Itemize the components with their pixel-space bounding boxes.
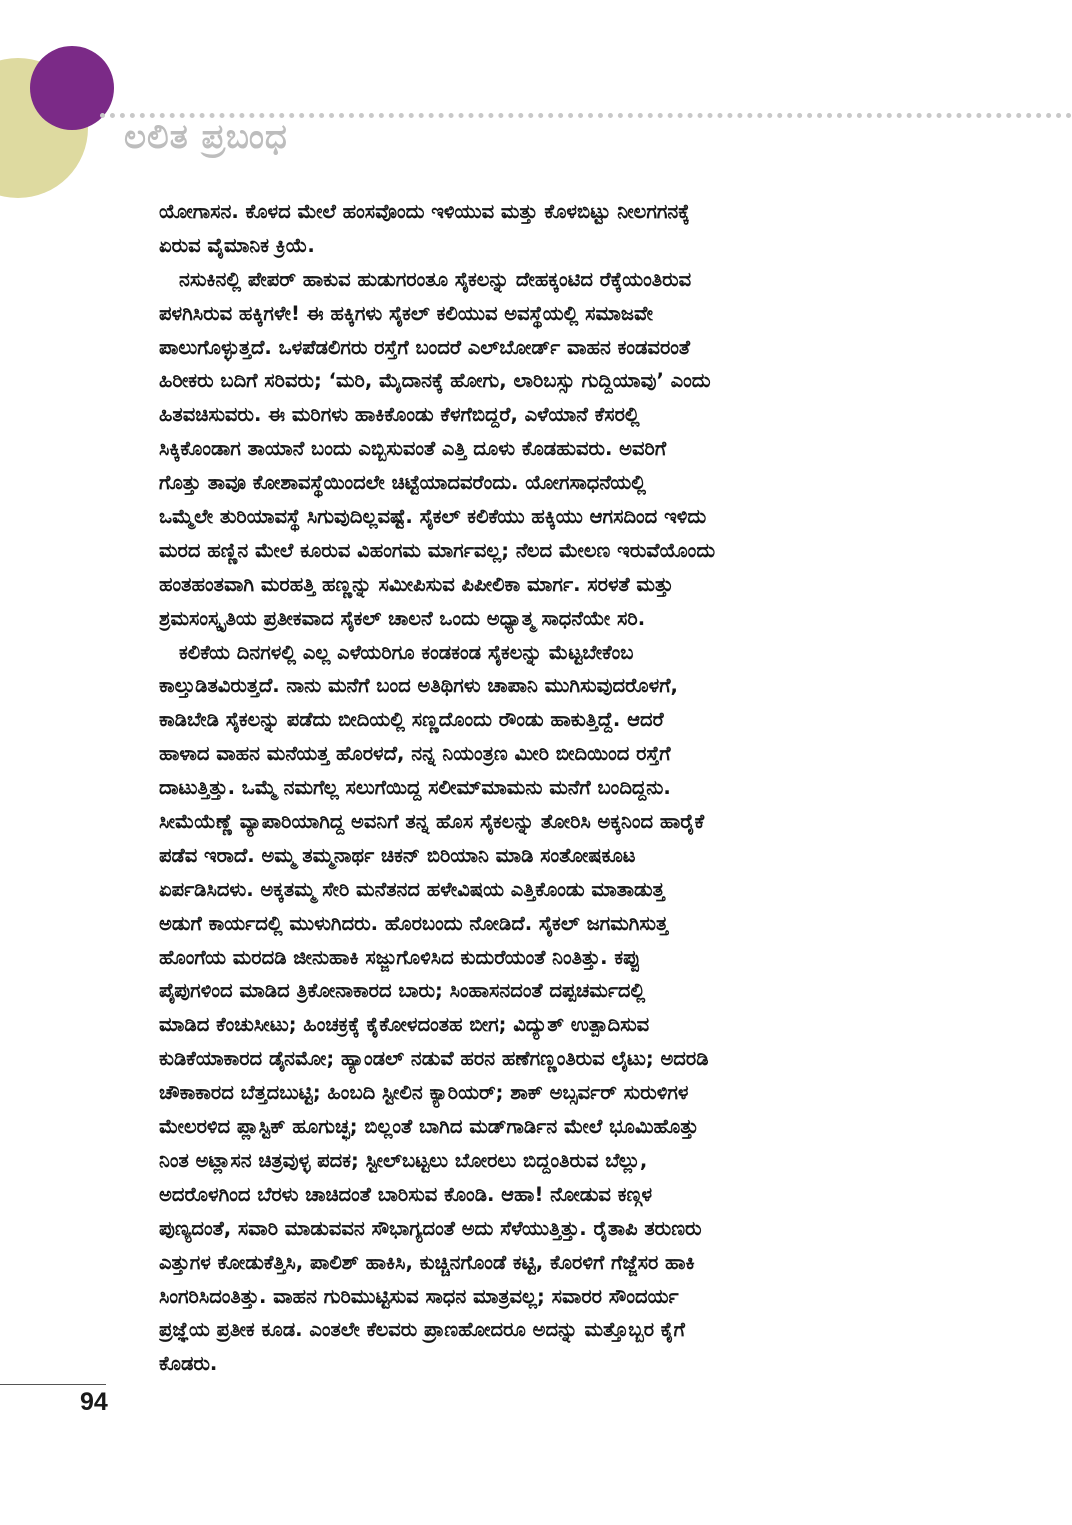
text-line: ಹಿರೀಕರು ಬದಿಗೆ ಸರಿವರು; ‘ಮರಿ, ಮೈದಾನಕ್ಕೆ ಹೋಗು, ಲಾರಿಬಸ್ಸು ಗುದ್ದಿಯಾವು’ ಎಂದು: [159, 369, 711, 393]
text-line: ನಿಂತ ಅಟ್ಲಾಸನ ಚಿತ್ರವುಳ್ಳ ಪದಕ; ಸ್ಟೀಲ್‌ಬಟ್ಟಲು ಬೋರಲು ಬಿದ್ದಂತಿರುವ ಬೆಲ್ಲು,: [159, 1148, 648, 1172]
text-line: ಕುಡಿಕೆಯಾಕಾರದ ಡೈನಮೋ; ಹ್ಯಾಂಡಲ್ ನಡುವೆ ಹರನ ಹಣೆಗಣ್ಣಂತಿರುವ ಲೈಟು; ಅದರಡಿ: [159, 1047, 709, 1071]
text-line: ನಸುಕಿನಲ್ಲಿ ಪೇಪರ್ ಹಾಕುವ ಹುಡುಗರಂತೂ ಸೈಕಲನ್ನು ದೇಹಕ್ಕಂಟಿದ ರೆಕ್ಕೆಯಂತಿರುವ: [179, 267, 692, 291]
text-line: ಪಡೆವ ಇರಾದೆ. ಅಮ್ಮ ತಮ್ಮನಾರ್ಥ ಚಿಕನ್ ಬಿರಿಯಾನಿ ಮಾಡಿ ಸಂತೋಷಕೂಟ: [159, 843, 636, 867]
text-line: ಮಾಡಿದ ಕೆಂಚುಸೀಟು; ಹಿಂಚಕ್ರಕ್ಕೆ ಕೈಕೋಳದಂತಹ ಬೀಗ; ವಿದ್ಯುತ್ ಉತ್ಪಾದಿಸುವ: [159, 1013, 650, 1037]
text-line: ಮರದ ಹಣ್ಣಿನ ಮೇಲೆ ಕೂರುವ ವಿಹಂಗಮ ಮಾರ್ಗವಲ್ಲ; ನೆಲದ ಮೇಲಣ ಇರುವೆಯೊಂದು: [159, 538, 716, 562]
text-line: ಅಡುಗೆ ಕಾರ್ಯದಲ್ಲಿ ಮುಳುಗಿದರು. ಹೊರಬಂದು ನೋಡಿದೆ. ಸೈಕಲ್ ಜಗಮಗಿಸುತ್ತ: [159, 911, 668, 935]
text-line: ಪುಣ್ಯದಂತೆ, ಸವಾರಿ ಮಾಡುವವನ ಸೌಭಾಗ್ಯದಂತೆ ಅದು ಸೆಳೆಯುತ್ತಿತ್ತು. ರೈತಾಪಿ ತರುಣರು: [159, 1216, 702, 1240]
chapter-title: ಲಲಿತ ಪ್ರಬಂಧ: [124, 117, 288, 157]
text-line: ಸೀಮೆಯೆಣ್ಣೆ ವ್ಯಾಪಾರಿಯಾಗಿದ್ದ ಅವನಿಗೆ ತನ್ನ ಹೊಸ ಸೈಕಲನ್ನು ತೋರಿಸಿ ಅಕ್ಕನಿಂದ ಹಾರೈಕೆ: [159, 810, 705, 834]
text-line: ಯೋಗಾಸನ. ಕೊಳದ ಮೇಲೆ ಹಂಸವೊಂದು ಇಳಿಯುವ ಮತ್ತು ಕೊಳಬಿಟ್ಟು ನೀಲಗಗನಕ್ಕೆ: [159, 200, 690, 223]
text-line: ಸಿಂಗರಿಸಿದಂತಿತ್ತು. ವಾಹನ ಗುರಿಮುಟ್ಟಿಸುವ ಸಾಧನ ಮಾತ್ರವಲ್ಲ; ಸವಾರರ ಸೌಂದರ್ಯ: [159, 1284, 679, 1308]
text-line: ಕಾಡಿಬೇಡಿ ಸೈಕಲನ್ನು ಪಡೆದು ಬೀದಿಯಲ್ಲಿ ಸಣ್ಣದೊಂದು ರೌಂಡು ಹಾಕುತ್ತಿದ್ದೆ. ಆದರೆ: [159, 708, 664, 732]
text-line: ಏರ್ಪಡಿಸಿದಳು. ಅಕ್ಕತಮ್ಮ ಸೇರಿ ಮನೆತನದ ಹಳೇವಿಷಯ ಎತ್ತಿಕೊಂಡು ಮಾತಾಡುತ್ತ: [159, 877, 665, 901]
text-line: ಪಳಗಿಸಿರುವ ಹಕ್ಕಿಗಳೇ! ಈ ಹಕ್ಕಿಗಳು ಸೈಕಲ್ ಕಲಿಯುವ ಅವಸ್ಥೆಯಲ್ಲಿ ಸಮಾಜವೇ: [159, 301, 653, 325]
text-line: ಚೌಕಾಕಾರದ ಬೆತ್ತದಬುಟ್ಟಿ; ಹಿಂಬದಿ ಸ್ಟೀಲಿನ ಕ್ಯಾರಿಯರ್; ಶಾಕ್ ಅಬ್ಸರ್ವರ್ ಸುರುಳಿಗಳ: [159, 1081, 689, 1105]
text-line: ಕಾಲ್ತುಡಿತವಿರುತ್ತದೆ. ನಾನು ಮನೆಗೆ ಬಂದ ಅತಿಥಿಗಳು ಚಾಪಾನಿ ಮುಗಿಸುವುದರೊಳಗೆ,: [159, 674, 678, 698]
body-text: [159, 195, 904, 1381]
text-line: ಕಲಿಕೆಯ ದಿನಗಳಲ್ಲಿ ಎಲ್ಲ ಎಳೆಯರಿಗೂ ಕಂಡಕಂಡ ಸೈಕಲನ್ನು ಮೆಟ್ಟಬೇಕೆಂಬ: [179, 640, 634, 664]
text-line: ಸಿಕ್ಕಿಕೊಂಡಾಗ ತಾಯಾನೆ ಬಂದು ಎಬ್ಬಿಸುವಂತೆ ಎತ್ತಿ ದೂಳು ಕೊಡಹುವರು. ಅವರಿಗೆ: [159, 437, 667, 461]
text-line: ಹೊಂಗೆಯ ಮರದಡಿ ಜೀನುಹಾಕಿ ಸಜ್ಜುಗೊಳಿಸಿದ ಕುದುರೆಯಂತೆ ನಿಂತಿತ್ತು. ಕಪ್ಪು: [159, 945, 641, 969]
text-line: ಪ್ರಜ್ಞೆಯ ಪ್ರತೀಕ ಕೂಡ. ಎಂತಲೇ ಕೆಲವರು ಪ್ರಾಣಹೋದರೂ ಅದನ್ನು ಮತ್ತೊಬ್ಬರ ಕೈಗೆ: [159, 1318, 685, 1342]
text-line: ಎತ್ತುಗಳ ಕೋಡುಕೆತ್ತಿಸಿ, ಪಾಲಿಶ್ ಹಾಕಿಸಿ, ಕುಚ್ಚಿನಗೊಂಡೆ ಕಟ್ಟಿ, ಕೊರಳಿಗೆ ಗೆಜ್ಜೆಸರ ಹಾಕಿ: [159, 1250, 695, 1274]
footer-rule: [0, 1384, 106, 1385]
text-line: ಪೈಪುಗಳಿಂದ ಮಾಡಿದ ತ್ರಿಕೋನಾಕಾರದ ಬಾರು; ಸಿಂಹಾಸನದಂತೆ ದಪ್ಪಚರ್ಮದಲ್ಲಿ: [159, 979, 646, 1003]
text-line: ಏರುವ ವೈಮಾನಿಕ ಕ್ರಿಯೆ.: [159, 233, 315, 257]
text-line: ಪಾಲುಗೊಳ್ಳುತ್ತದೆ. ಒಳಪೆಡಲಿಗರು ರಸ್ತೆಗೆ ಬಂದರೆ ಎಲ್‌ಬೋರ್ಡ್ ವಾಹನ ಕಂಡವರಂತೆ: [159, 335, 691, 359]
page-number: 94: [80, 1388, 108, 1416]
text-line: ಹಂತಹಂತವಾಗಿ ಮರಹತ್ತಿ ಹಣ್ಣನ್ನು ಸಮೀಪಿಸುವ ಪಿಪೀಲಿಕಾ ಮಾರ್ಗ. ಸರಳತೆ ಮತ್ತು: [159, 572, 674, 596]
text-line: ಹಿತವಚಿಸುವರು. ಈ ಮರಿಗಳು ಹಾಕಿಕೊಂಡು ಕೆಳಗೆಬಿದ್ದರೆ, ಎಳೆಯಾನೆ ಕೆಸರಲ್ಲಿ: [159, 403, 640, 427]
text-line: ಮೇಲರಳಿದ ಪ್ಲಾಸ್ಟಿಕ್ ಹೂಗುಚ್ಛ; ಬಿಲ್ಲಂತೆ ಬಾಗಿದ ಮಡ್‌ಗಾರ್ಡಿನ ಮೇಲೆ ಭೂಮಿಹೊತ್ತು: [159, 1115, 699, 1139]
text-line: ದಾಟುತ್ತಿತ್ತು. ಒಮ್ಮೆ ನಮಗೆಲ್ಲ ಸಲುಗೆಯಿದ್ದ ಸಲೀಮ್‌ಮಾಮನು ಮನೆಗೆ ಬಂದಿದ್ದನು.: [159, 776, 671, 800]
text-line: ಕೊಡರು.: [159, 1352, 218, 1376]
text-line: ಶ್ರಮಸಂಸ್ಕೃತಿಯ ಪ್ರತೀಕವಾದ ಸೈಕಲ್ ಚಾಲನೆ ಒಂದು ಅಧ್ಯಾತ್ಮ ಸಾಧನೆಯೇ ಸರಿ.: [159, 606, 646, 630]
text-line: ಹಾಳಾದ ವಾಹನ ಮನೆಯತ್ತ ಹೊರಳದೆ, ನನ್ನ ನಿಯಂತ್ರಣ ಮೀರಿ ಬೀದಿಯಿಂದ ರಸ್ತೆಗೆ: [159, 742, 671, 766]
text-line: ಒಮ್ಮೆಲೇ ತುರಿಯಾವಸ್ಥೆ ಸಿಗುವುದಿಲ್ಲವಷ್ಟೆ. ಸೈಕಲ್ ಕಲಿಕೆಯು ಹಕ್ಕಿಯು ಆಗಸದಿಂದ ಇಳಿದು: [159, 505, 707, 529]
text-line: ಅದರೊಳಗಿಂದ ಬೆರಳು ಚಾಚಿದಂತೆ ಬಾರಿಸುವ ಕೊಂಡಿ. ಆಹಾ! ನೋಡುವ ಕಣ್ಗಳ: [159, 1182, 653, 1206]
text-line: ಗೊತ್ತು ತಾವೂ ಕೋಶಾವಸ್ಥೆಯಿಂದಲೇ ಚಿಟ್ಟೆಯಾದವರೆಂದು. ಯೋಗಸಾಧನೆಯಲ್ಲಿ: [159, 471, 646, 495]
